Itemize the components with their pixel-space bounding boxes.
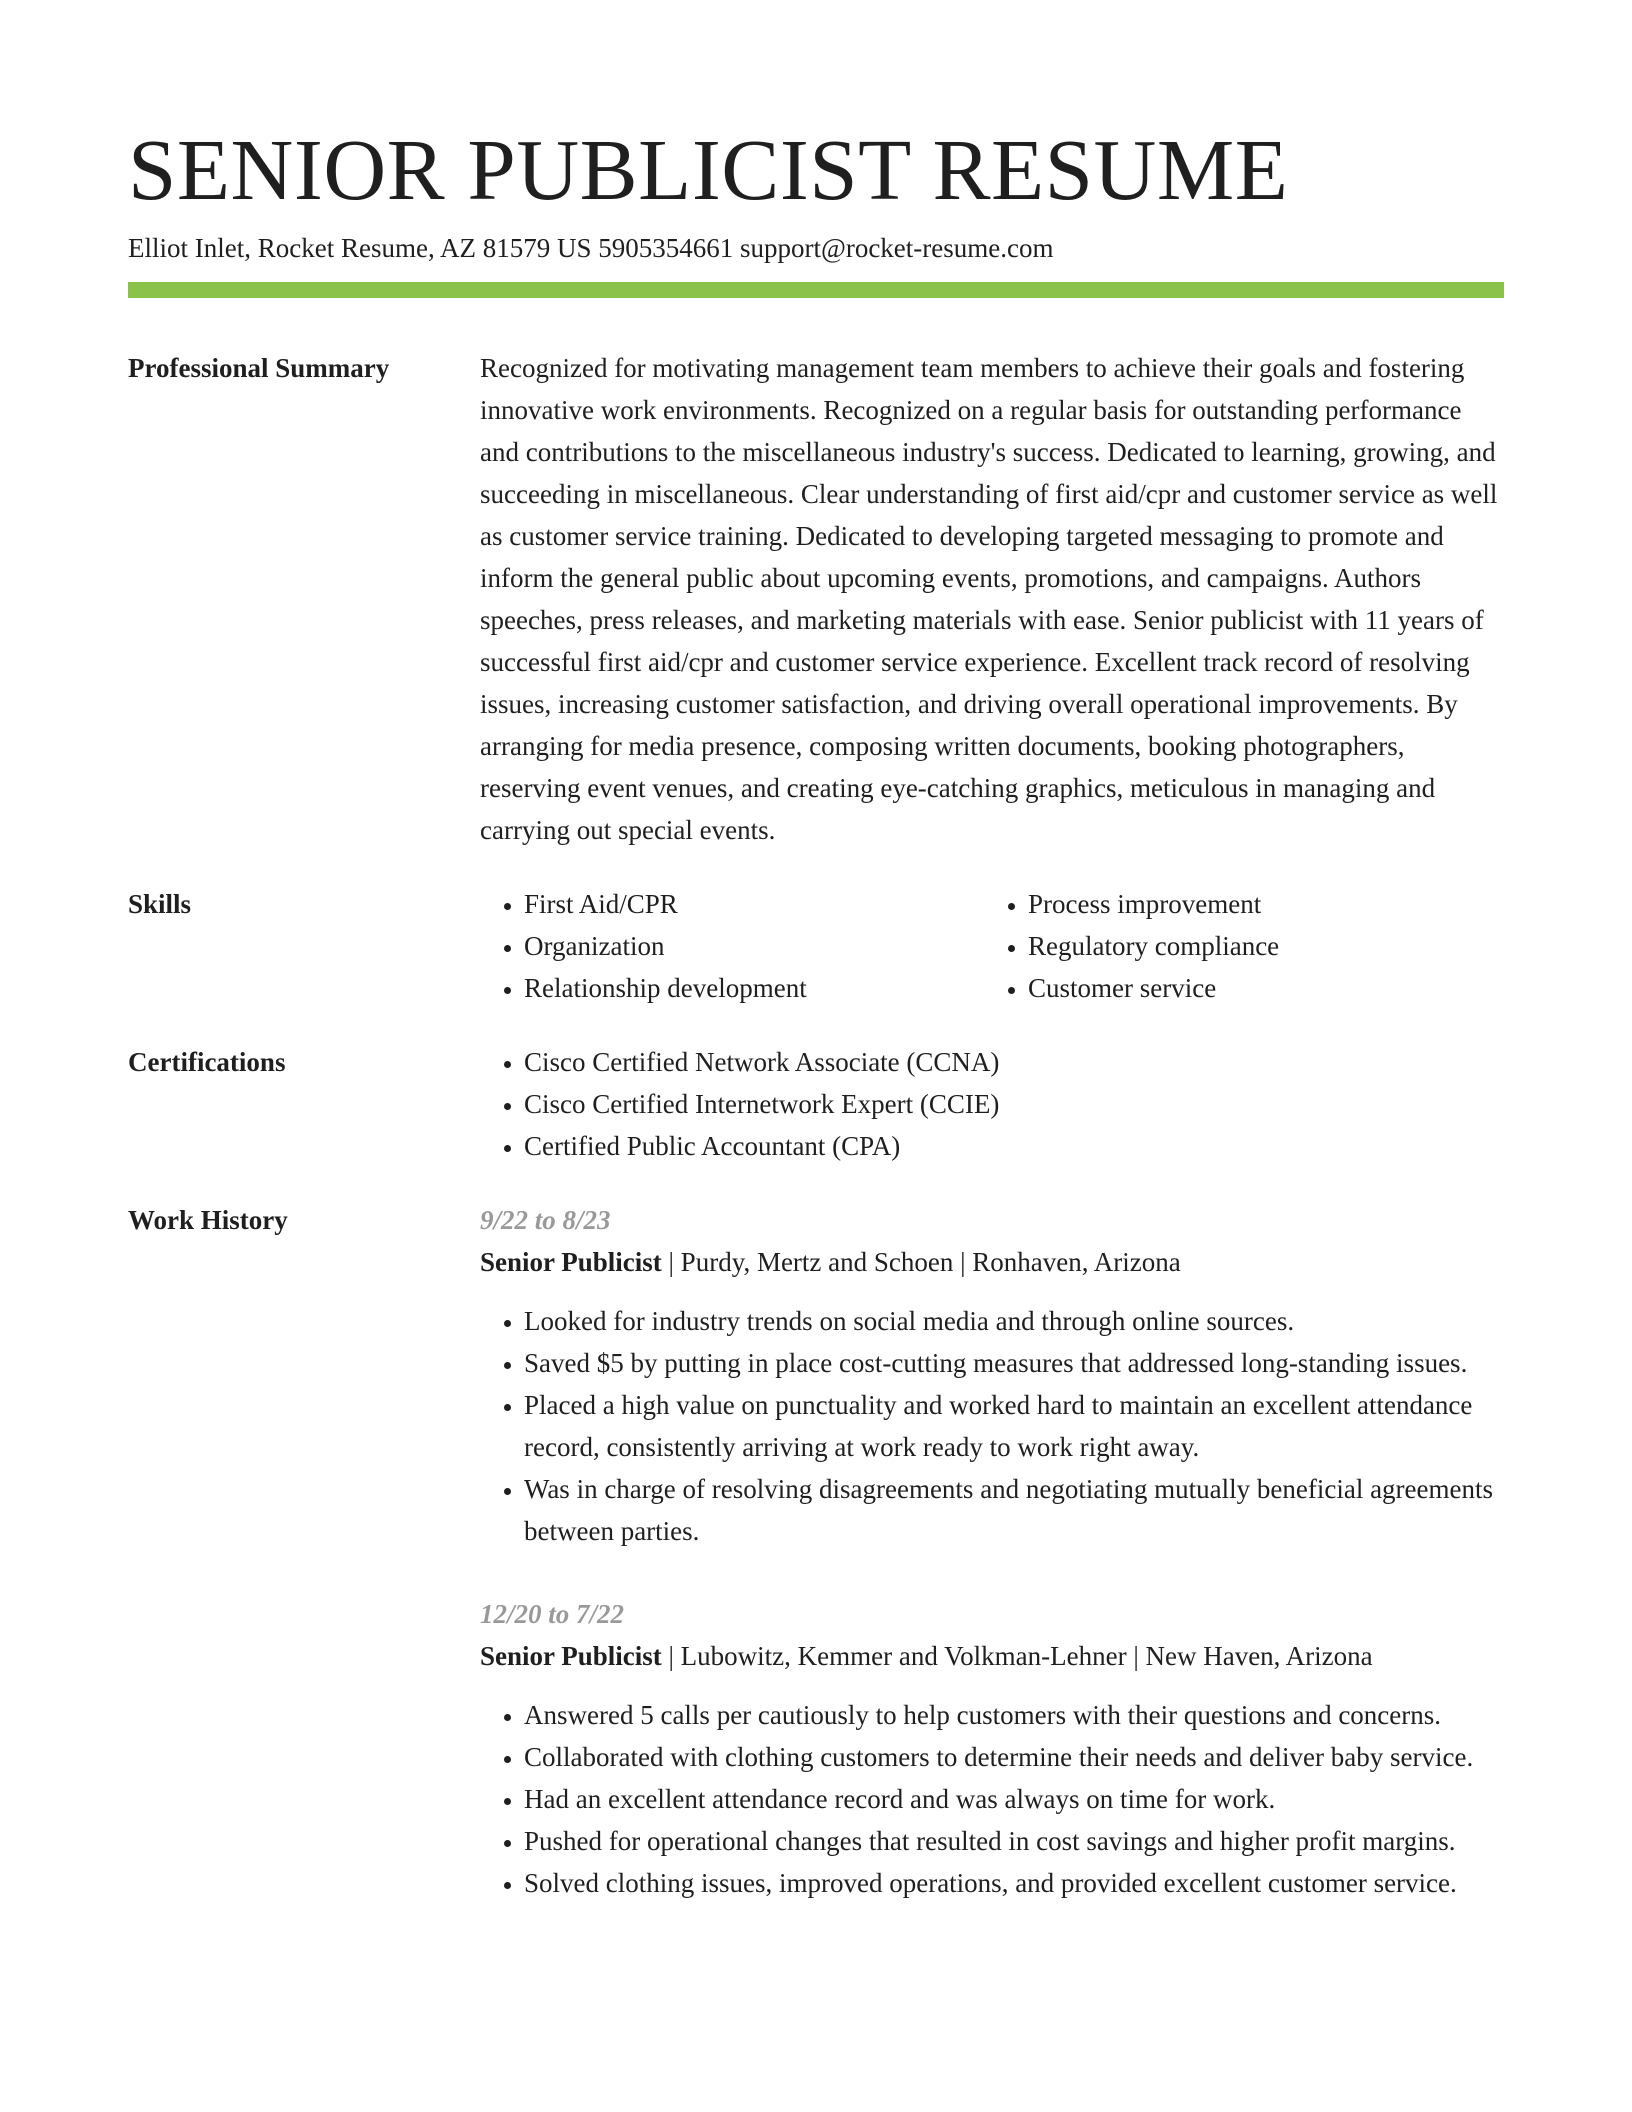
job-dates: 9/22 to 8/23 [480,1205,611,1235]
certifications-list [480,1041,1504,1167]
section-label-summary: Professional Summary [128,353,390,383]
job-entry [480,1593,1504,1904]
section-skills [128,883,1504,1009]
skill-item: • First Aid/CPR [524,883,984,925]
accent-divider [128,282,1504,298]
job-bullet: • Looked for industry trends on social media and through online sources. [524,1300,1504,1342]
resume-header [128,120,1504,298]
section-certifications [128,1041,1504,1167]
section-label-work-history: Work History [128,1205,288,1235]
skills-list-left [480,883,984,1009]
job-bullet: • Answered 5 calls per cautiously to help customers with their questions and concerns. [524,1694,1504,1736]
job-bullet: • Placed a high value on punctuality and worked hard to maintain an excellent attendance record, consistently arriving at work ready to work right away. [524,1384,1504,1468]
job-dates: 12/20 to 7/22 [480,1599,625,1629]
job-bullet: • Was in charge of resolving disagreements and negotiating mutually beneficial agreements between parties. [524,1468,1504,1552]
job-title: Senior Publicist [480,1641,662,1671]
summary-text: Recognized for motivating management team members to achieve their goals and fostering innovative work environments. Recognized on a regular basis for outstanding performance and contributions to the miscellaneous industry's success. Dedicated to learning, growing, and succeeding in miscellaneous. Clear understanding of first aid/cpr and customer service as well as customer service training. Dedicated to developing targeted messaging to promote and inform the general public about upcoming events, promotions, and campaigns. Authors speeches, press releases, and marketing materials with ease. Senior publicist with 11 years of successful first aid/cpr and customer service experience. Excellent track record of resolving issues, increasing customer satisfaction, and driving overall operational improvements. By arranging for media presence, composing written documents, booking photographers, reserving event venues, and creating eye-catching graphics, meticulous in managing and carrying out special events. [480,353,1498,845]
section-professional-summary [128,347,1504,851]
job-bullet-list [480,1300,1504,1552]
contact-address: Elliot Inlet, Rocket Resume, AZ 81579 US [128,233,592,263]
section-label-skills: Skills [128,889,192,919]
certification-item: • Certified Public Accountant (CPA) [524,1125,1504,1167]
job-bullet: • Had an excellent attendance record and was always on time for work. [524,1778,1504,1820]
job-entry [480,1199,1504,1552]
job-bullet-list [480,1694,1504,1904]
resume-title: SENIOR PUBLICIST RESUME [128,121,1289,218]
job-heading [480,1241,1504,1283]
job-bullet: • Pushed for operational changes that resulted in cost savings and higher profit margins. [524,1820,1504,1862]
job-employer-location: | Purdy, Mertz and Schoen | Ronhaven, Arizona [661,1247,1181,1277]
job-bullet: • Collaborated with clothing customers to determine their needs and deliver baby service. [524,1736,1504,1778]
job-employer-location: | Lubowitz, Kemmer and Volkman-Lehner | New Haven, Arizona [661,1641,1373,1671]
skill-item: • Organization [524,925,984,967]
skill-item: • Regulatory compliance [1028,925,1488,967]
skill-item: • Process improvement [1028,883,1488,925]
certification-item: • Cisco Certified Internetwork Expert (CCIE) [524,1083,1504,1125]
job-title: Senior Publicist [480,1247,662,1277]
certification-item: • Cisco Certified Network Associate (CCNA) [524,1041,1504,1083]
contact-line [128,230,1504,266]
section-work-history [128,1199,1504,1904]
skill-item: • Relationship development [524,967,984,1009]
job-heading [480,1635,1504,1677]
skill-item: • Customer service [1028,967,1488,1009]
skills-list-right [984,883,1488,1009]
contact-email: support@rocket-resume.com [739,233,1054,263]
section-label-certifications: Certifications [128,1047,286,1077]
job-bullet: • Solved clothing issues, improved operations, and provided excellent customer service. [524,1862,1504,1904]
job-bullet: • Saved $5 by putting in place cost-cutting measures that addressed long-standing issues. [524,1342,1504,1384]
contact-phone: 5905354661 [598,233,734,263]
